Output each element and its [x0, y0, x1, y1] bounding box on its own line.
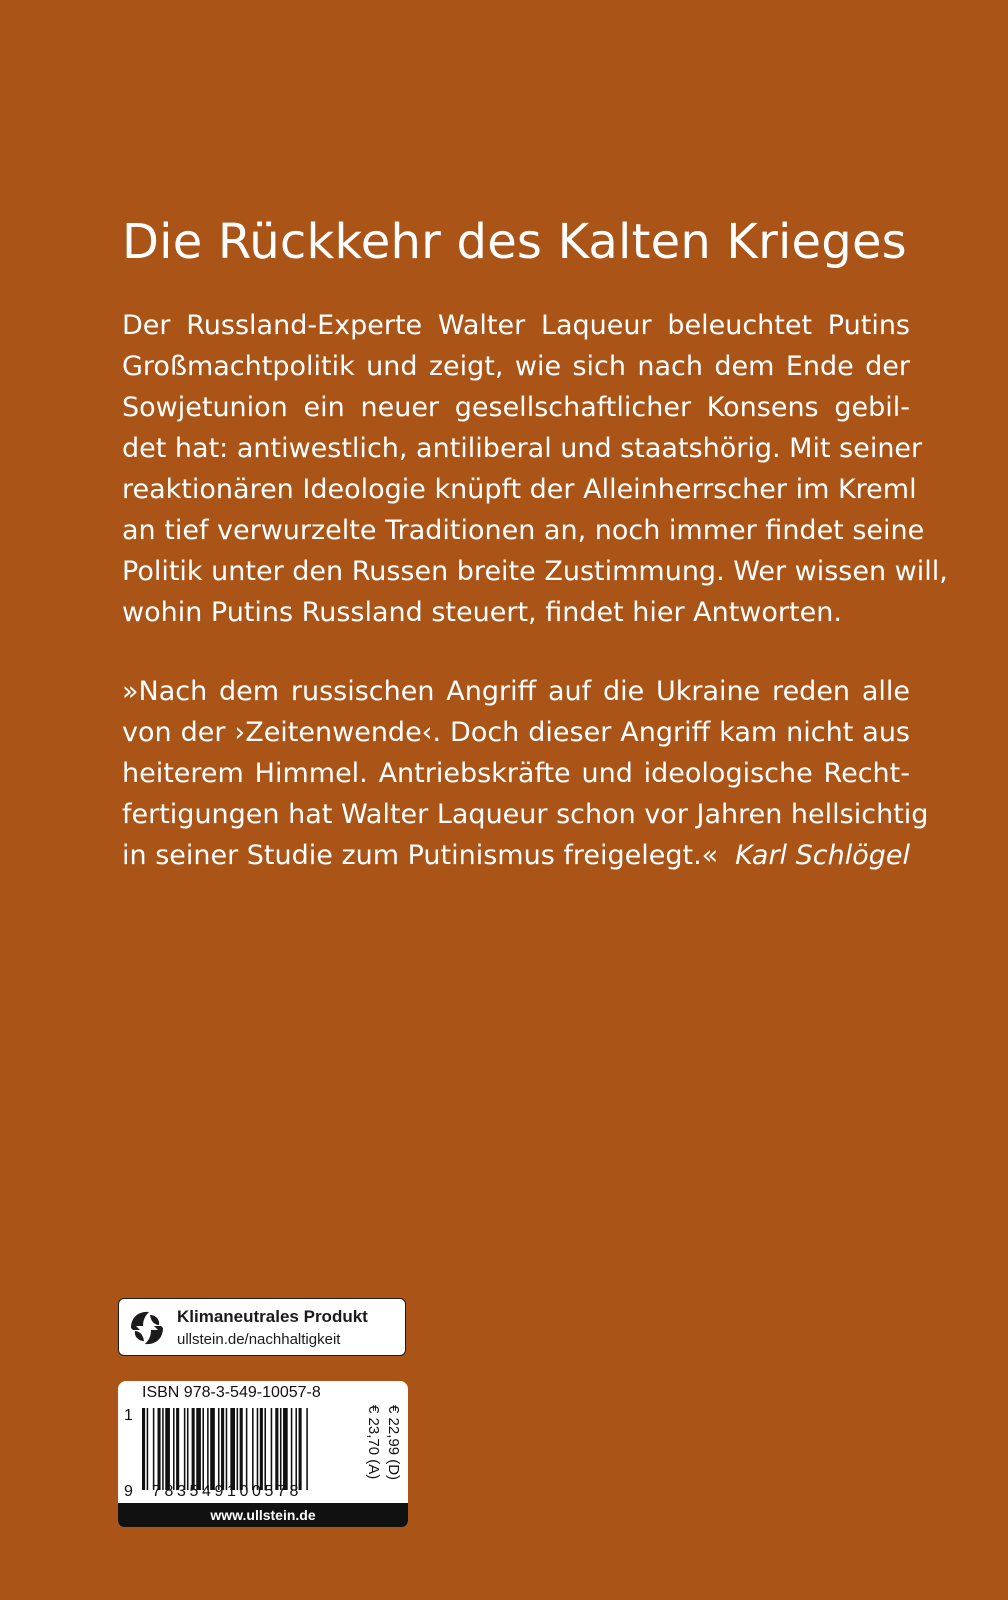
quote-line: von der ›Zeitenwende‹. Doch dieser Angriff kam nicht aus — [122, 717, 910, 748]
barcode-bar — [280, 1408, 282, 1490]
barcode-bar — [207, 1408, 209, 1490]
blurb-line: reaktionären Ideologie knüpft der Alleinherrscher im Kreml — [122, 474, 917, 505]
isbn-number: ISBN 978-3-549-10057-8 — [142, 1384, 321, 1401]
barcode-bar — [299, 1408, 302, 1490]
barcode-bar — [176, 1408, 179, 1490]
barcode-lead-digit: 9 — [124, 1483, 133, 1500]
quote-line-final — [122, 835, 910, 876]
price-block — [358, 1405, 406, 1505]
barcode-digits: 783549100578 — [152, 1483, 302, 1500]
barcode-bar — [202, 1408, 204, 1490]
quote-line: »Nach dem russischen Angriff auf die Ukraine reden alle — [122, 676, 910, 707]
barcode-bar — [275, 1408, 278, 1490]
blurb-line: det hat: antiwestlich, antiliberal und staatshörig. Mit seiner — [122, 433, 923, 464]
barcode-bar — [264, 1408, 266, 1490]
blurb-line: Der Russland-Experte Walter Laqueur beleuchtet Putins — [122, 310, 910, 341]
badge-url: ullstein.de/nachhaltigkeit — [177, 1331, 341, 1348]
barcode-bar — [210, 1408, 215, 1490]
publisher-website: www.ullstein.de — [118, 1503, 408, 1527]
blurb-line: Großmachtpolitik und zeigt, wie sich nach dem Ende der — [122, 351, 910, 382]
barcode-bar — [306, 1408, 308, 1490]
quote-paragraph — [122, 671, 929, 876]
leaf-cycle-icon — [125, 1306, 169, 1350]
price-germany: € 22,99 (D) — [385, 1405, 402, 1481]
barcode-bar — [153, 1408, 155, 1490]
barcode-bar — [184, 1408, 186, 1490]
barcode-bar — [283, 1408, 288, 1490]
barcode-bar — [260, 1408, 263, 1490]
barcode-bar — [165, 1408, 170, 1490]
barcode-bar — [252, 1408, 254, 1490]
barcode-bar — [226, 1408, 228, 1490]
barcode-bar — [246, 1408, 248, 1490]
barcode-bar — [221, 1408, 224, 1490]
barcode-bar — [230, 1408, 235, 1490]
barcode-bar — [147, 1408, 149, 1490]
barcode-bars — [142, 1408, 350, 1490]
price-austria: € 23,70 (A) — [365, 1405, 382, 1480]
blurb-line: an tief verwurzelte Traditionen an, noch immer findet seine — [122, 515, 925, 546]
barcode-bar — [192, 1408, 195, 1490]
barcode-panel — [118, 1381, 408, 1527]
barcode-bar — [196, 1408, 201, 1490]
barcode-bar — [173, 1408, 175, 1490]
barcode-bar — [240, 1408, 243, 1490]
book-title: Die Rückkehr des Kalten Krieges — [122, 214, 907, 270]
blurb-line: wohin Putins Russland steuert, findet hier Antworten. — [122, 597, 842, 628]
quote-line: in seiner Studie zum Putinismus freigelegt.« — [122, 840, 719, 871]
barcode-bar — [187, 1408, 189, 1490]
barcode-bar — [257, 1408, 259, 1490]
quote-line: heiterem Himmel. Antriebskräfte und ideologische Recht- — [122, 758, 910, 789]
barcode-bar — [237, 1408, 239, 1490]
barcode-bar — [295, 1408, 297, 1490]
barcode-bar — [158, 1408, 161, 1490]
blurb-line: Sowjetunion ein neuer gesellschaftlicher Konsens gebil- — [122, 392, 910, 423]
barcode-bar — [291, 1408, 293, 1490]
barcode-bar — [142, 1408, 145, 1490]
barcode-bar — [218, 1408, 220, 1490]
quote-author: Karl Schlögel — [735, 840, 910, 871]
blurb-line: Politik unter den Russen breite Zustimmung. Wer wissen will, — [122, 556, 948, 587]
climate-neutral-badge — [118, 1298, 406, 1356]
barcode-bar — [271, 1408, 273, 1490]
quote-line: fertigungen hat Walter Laqueur schon vor Jahren hellsichtig — [122, 799, 929, 830]
badge-title: Klimaneutrales Produkt — [177, 1307, 368, 1326]
barcode-bar — [162, 1408, 164, 1490]
barcode-left-digit: 1 — [124, 1407, 133, 1424]
blurb-paragraph — [122, 305, 948, 633]
